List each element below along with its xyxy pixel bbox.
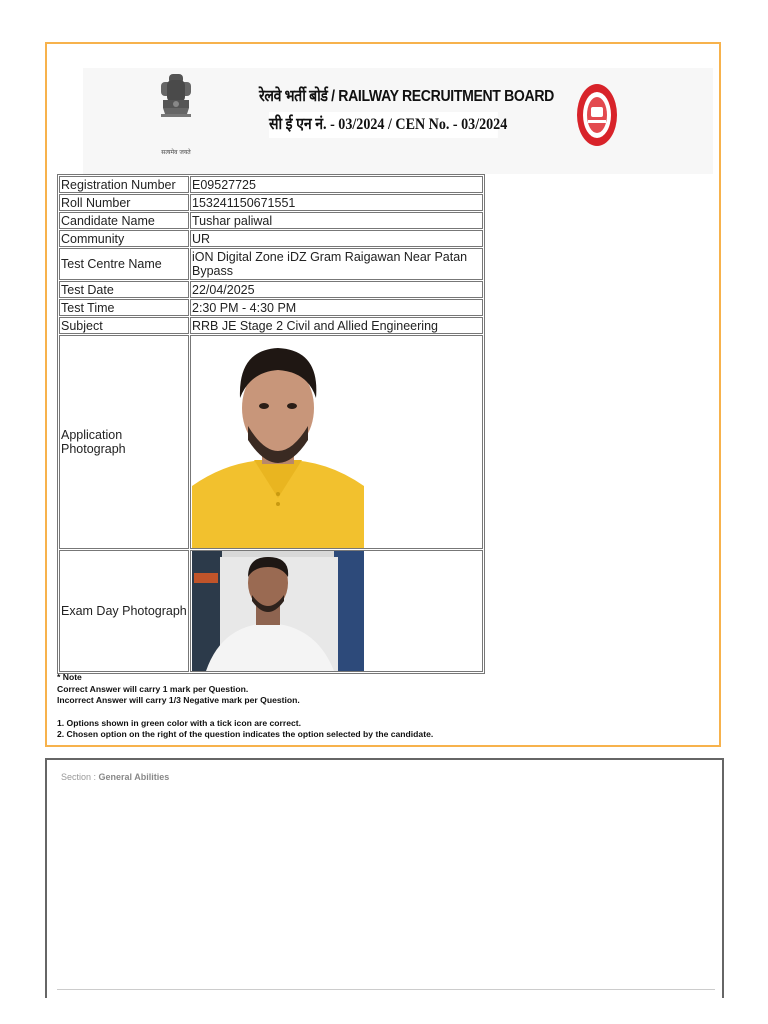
candidate-response-card xyxy=(45,42,721,747)
detail-label: Test Time xyxy=(59,299,189,316)
section-prefix: Section : xyxy=(61,772,99,782)
exam-day-photograph xyxy=(192,551,364,671)
application-photo-label: Application Photograph xyxy=(59,335,189,549)
detail-label: Candidate Name xyxy=(59,212,189,229)
table-row xyxy=(59,299,483,316)
table-row xyxy=(59,212,483,229)
table-row xyxy=(59,176,483,193)
table-row xyxy=(59,550,483,672)
detail-label: Community xyxy=(59,230,189,247)
detail-value: iON Digital Zone iDZ Gram Raigawan Near Patan Bypass xyxy=(190,248,483,280)
detail-value: E09527725 xyxy=(190,176,483,193)
detail-label: Roll Number xyxy=(59,194,189,211)
note-item-chosen-option: 2. Chosen option on the right of the question indicates the option selected by the candidate. xyxy=(57,729,434,740)
section-divider xyxy=(57,989,715,990)
note-correct-marks: Correct Answer will carry 1 mark per Question. xyxy=(57,683,249,694)
railway-logo-icon xyxy=(574,82,620,148)
detail-value: Tushar paliwal xyxy=(190,212,483,229)
exam-day-photo-cell xyxy=(190,550,483,672)
application-photograph xyxy=(192,336,364,548)
table-row xyxy=(59,335,483,549)
section-name: General Abilities xyxy=(98,772,170,782)
header-banner xyxy=(83,68,713,174)
note-spacer xyxy=(57,707,697,718)
cen-number: सी ई एन नं. - 03/2024 / CEN No. - 03/2024 xyxy=(269,112,498,138)
detail-label: Test Date xyxy=(59,281,189,298)
note-block xyxy=(57,672,697,741)
table-row xyxy=(59,194,483,211)
candidate-details-table xyxy=(57,174,485,674)
note-item-correct-options: 1. Options shown in green color with a tick icon are correct. xyxy=(57,717,302,728)
national-emblem-icon xyxy=(151,70,201,160)
table-row xyxy=(59,281,483,298)
table-row xyxy=(59,317,483,334)
note-negative-marks: Incorrect Answer will carry 1/3 Negative mark per Question. xyxy=(57,695,300,706)
detail-label: Test Centre Name xyxy=(59,248,189,280)
note-heading: * Note xyxy=(57,672,82,682)
detail-value: UR xyxy=(190,230,483,247)
detail-value: RRB JE Stage 2 Civil and Allied Engineering xyxy=(190,317,483,334)
detail-value: 22/04/2025 xyxy=(190,281,483,298)
detail-label: Subject xyxy=(59,317,189,334)
detail-value: 153241150671551 xyxy=(190,194,483,211)
table-row xyxy=(59,230,483,247)
section-title xyxy=(61,772,169,782)
detail-value: 2:30 PM - 4:30 PM xyxy=(190,299,483,316)
section-panel xyxy=(45,758,724,998)
detail-label: Registration Number xyxy=(59,176,189,193)
board-title: रेलवे भर्ती बोर्ड / RAILWAY RECRUITMENT BOARD xyxy=(259,88,554,105)
exam-day-photo-label: Exam Day Photograph xyxy=(59,550,189,672)
table-row xyxy=(59,248,483,280)
emblem-motto: सत्यमेव जयते xyxy=(161,149,191,156)
application-photo-cell xyxy=(190,335,483,549)
